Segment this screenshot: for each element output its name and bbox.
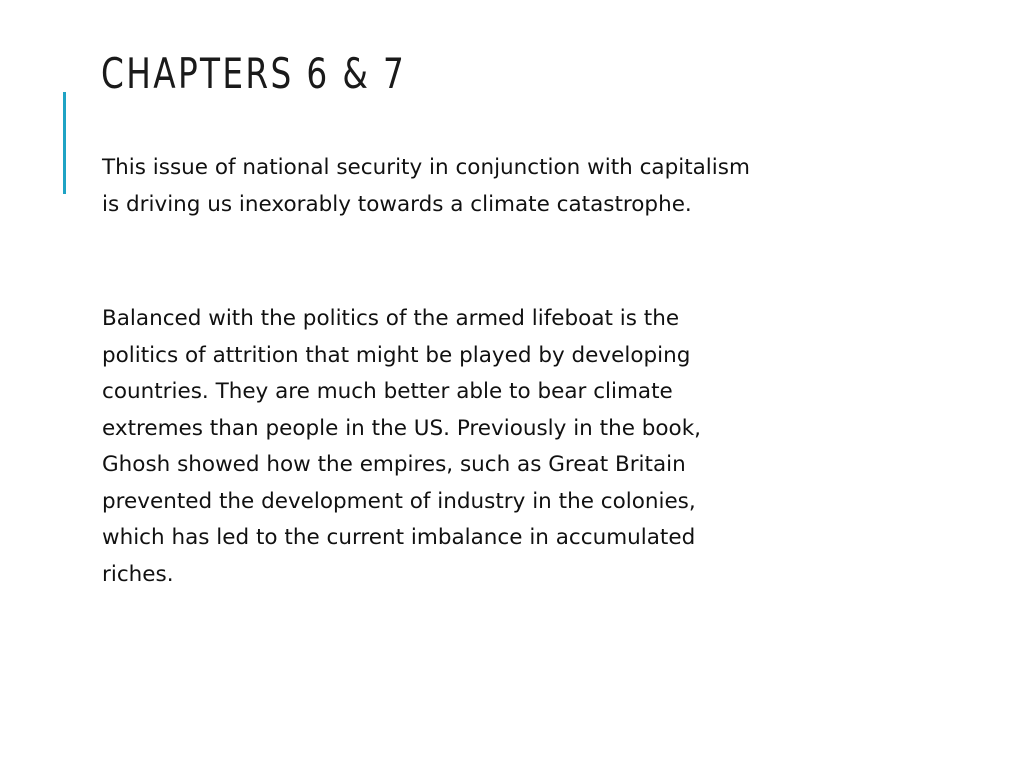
paragraph-1: This issue of national security in conjunction with capitalism is driving us inexorably towards a climate catastrophe. <box>102 155 750 217</box>
paragraph-2: Balanced with the politics of the armed lifeboat is the politics of attrition that might be played by developing countries. They are much better able to bear climate extremes than people in the US. Previously in the book, Ghosh showed how the empires, such as Great Britain prevented the development of industry in the colonies, which has led to the current imbalance in accumulated riches. <box>102 306 701 587</box>
slide-title: CHAPTERS 6 & 7 <box>101 49 407 98</box>
accent-bar <box>63 92 66 194</box>
